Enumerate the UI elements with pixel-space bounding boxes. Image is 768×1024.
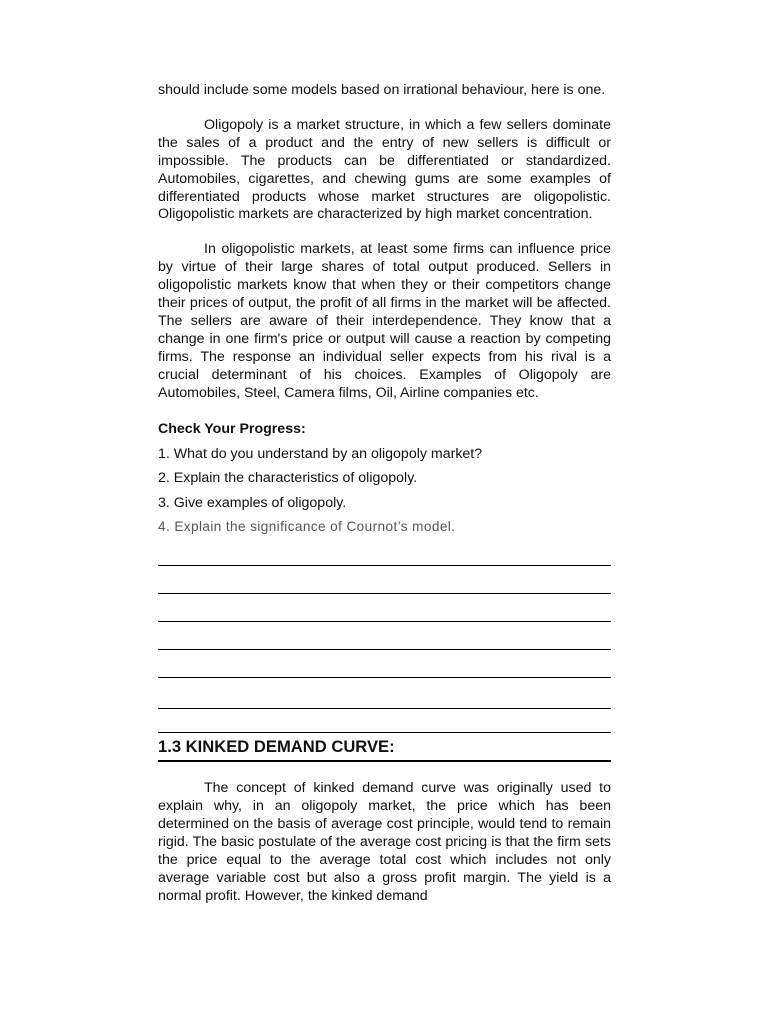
paragraph-oligopoly-interdependence: In oligopolistic markets, at least some firms can influence price by virtue of their large shares of total output produced. Sellers in oligopolistic markets know that when they or their competitors change their prices of output, the profit of all firms in the market will be affected. The sellers are aware of their interdependence. They know that a change in one firm's price or output will cause a reaction by competing firms. The response an individual seller expects from his rival is a crucial determinant of his choices. Examples of Oligopoly are Automobiles, Steel, Camera films, Oil, Airline companies etc. [158, 241, 611, 401]
section-heading: 1.3 KINKED DEMAND CURVE: [158, 732, 611, 762]
question-2: 2. Explain the characteristics of oligopoly. [158, 470, 418, 487]
paragraph-intro-tail: should include some models based on irrational behaviour, here is one. [158, 82, 606, 98]
answer-lines [158, 558, 611, 709]
question-4: 4. Explain the significance of Cournot’s model. [158, 519, 456, 535]
check-progress-section [158, 420, 611, 537]
answer-line [158, 566, 611, 594]
answer-line [158, 558, 611, 566]
question-1: 1. What do you understand by an oligopoly market? [158, 445, 483, 462]
answer-line [158, 622, 611, 650]
answer-line [158, 594, 611, 622]
question-3: 3. Give examples of oligopoly. [158, 494, 347, 511]
document-page [158, 82, 611, 906]
paragraph-kinked-demand-intro: The concept of kinked demand curve was originally used to explain why, in an oligopoly market, the price which has been determined on the basis of average cost principle, would tend to remain rigid. The basic postulate of the average cost pricing is that the firm sets the price equal to the average total cost which includes not only average variable cost but also a gross profit margin. The yield is a normal profit. However, the kinked demand [158, 780, 611, 904]
answer-line [158, 678, 611, 709]
answer-line [158, 650, 611, 678]
check-progress-title: Check Your Progress: [158, 420, 306, 437]
paragraph-oligopoly-definition: Oligopoly is a market structure, in which a few sellers dominate the sales of a product and the entry of new sellers is difficult or impossible. The products can be differentiated or standardized. Automobiles, cigarettes, and chewing gums are some examples of differentiated products whose market structures are oligopolistic. Oligopolistic markets are characterized by high market concentration. [158, 116, 611, 223]
